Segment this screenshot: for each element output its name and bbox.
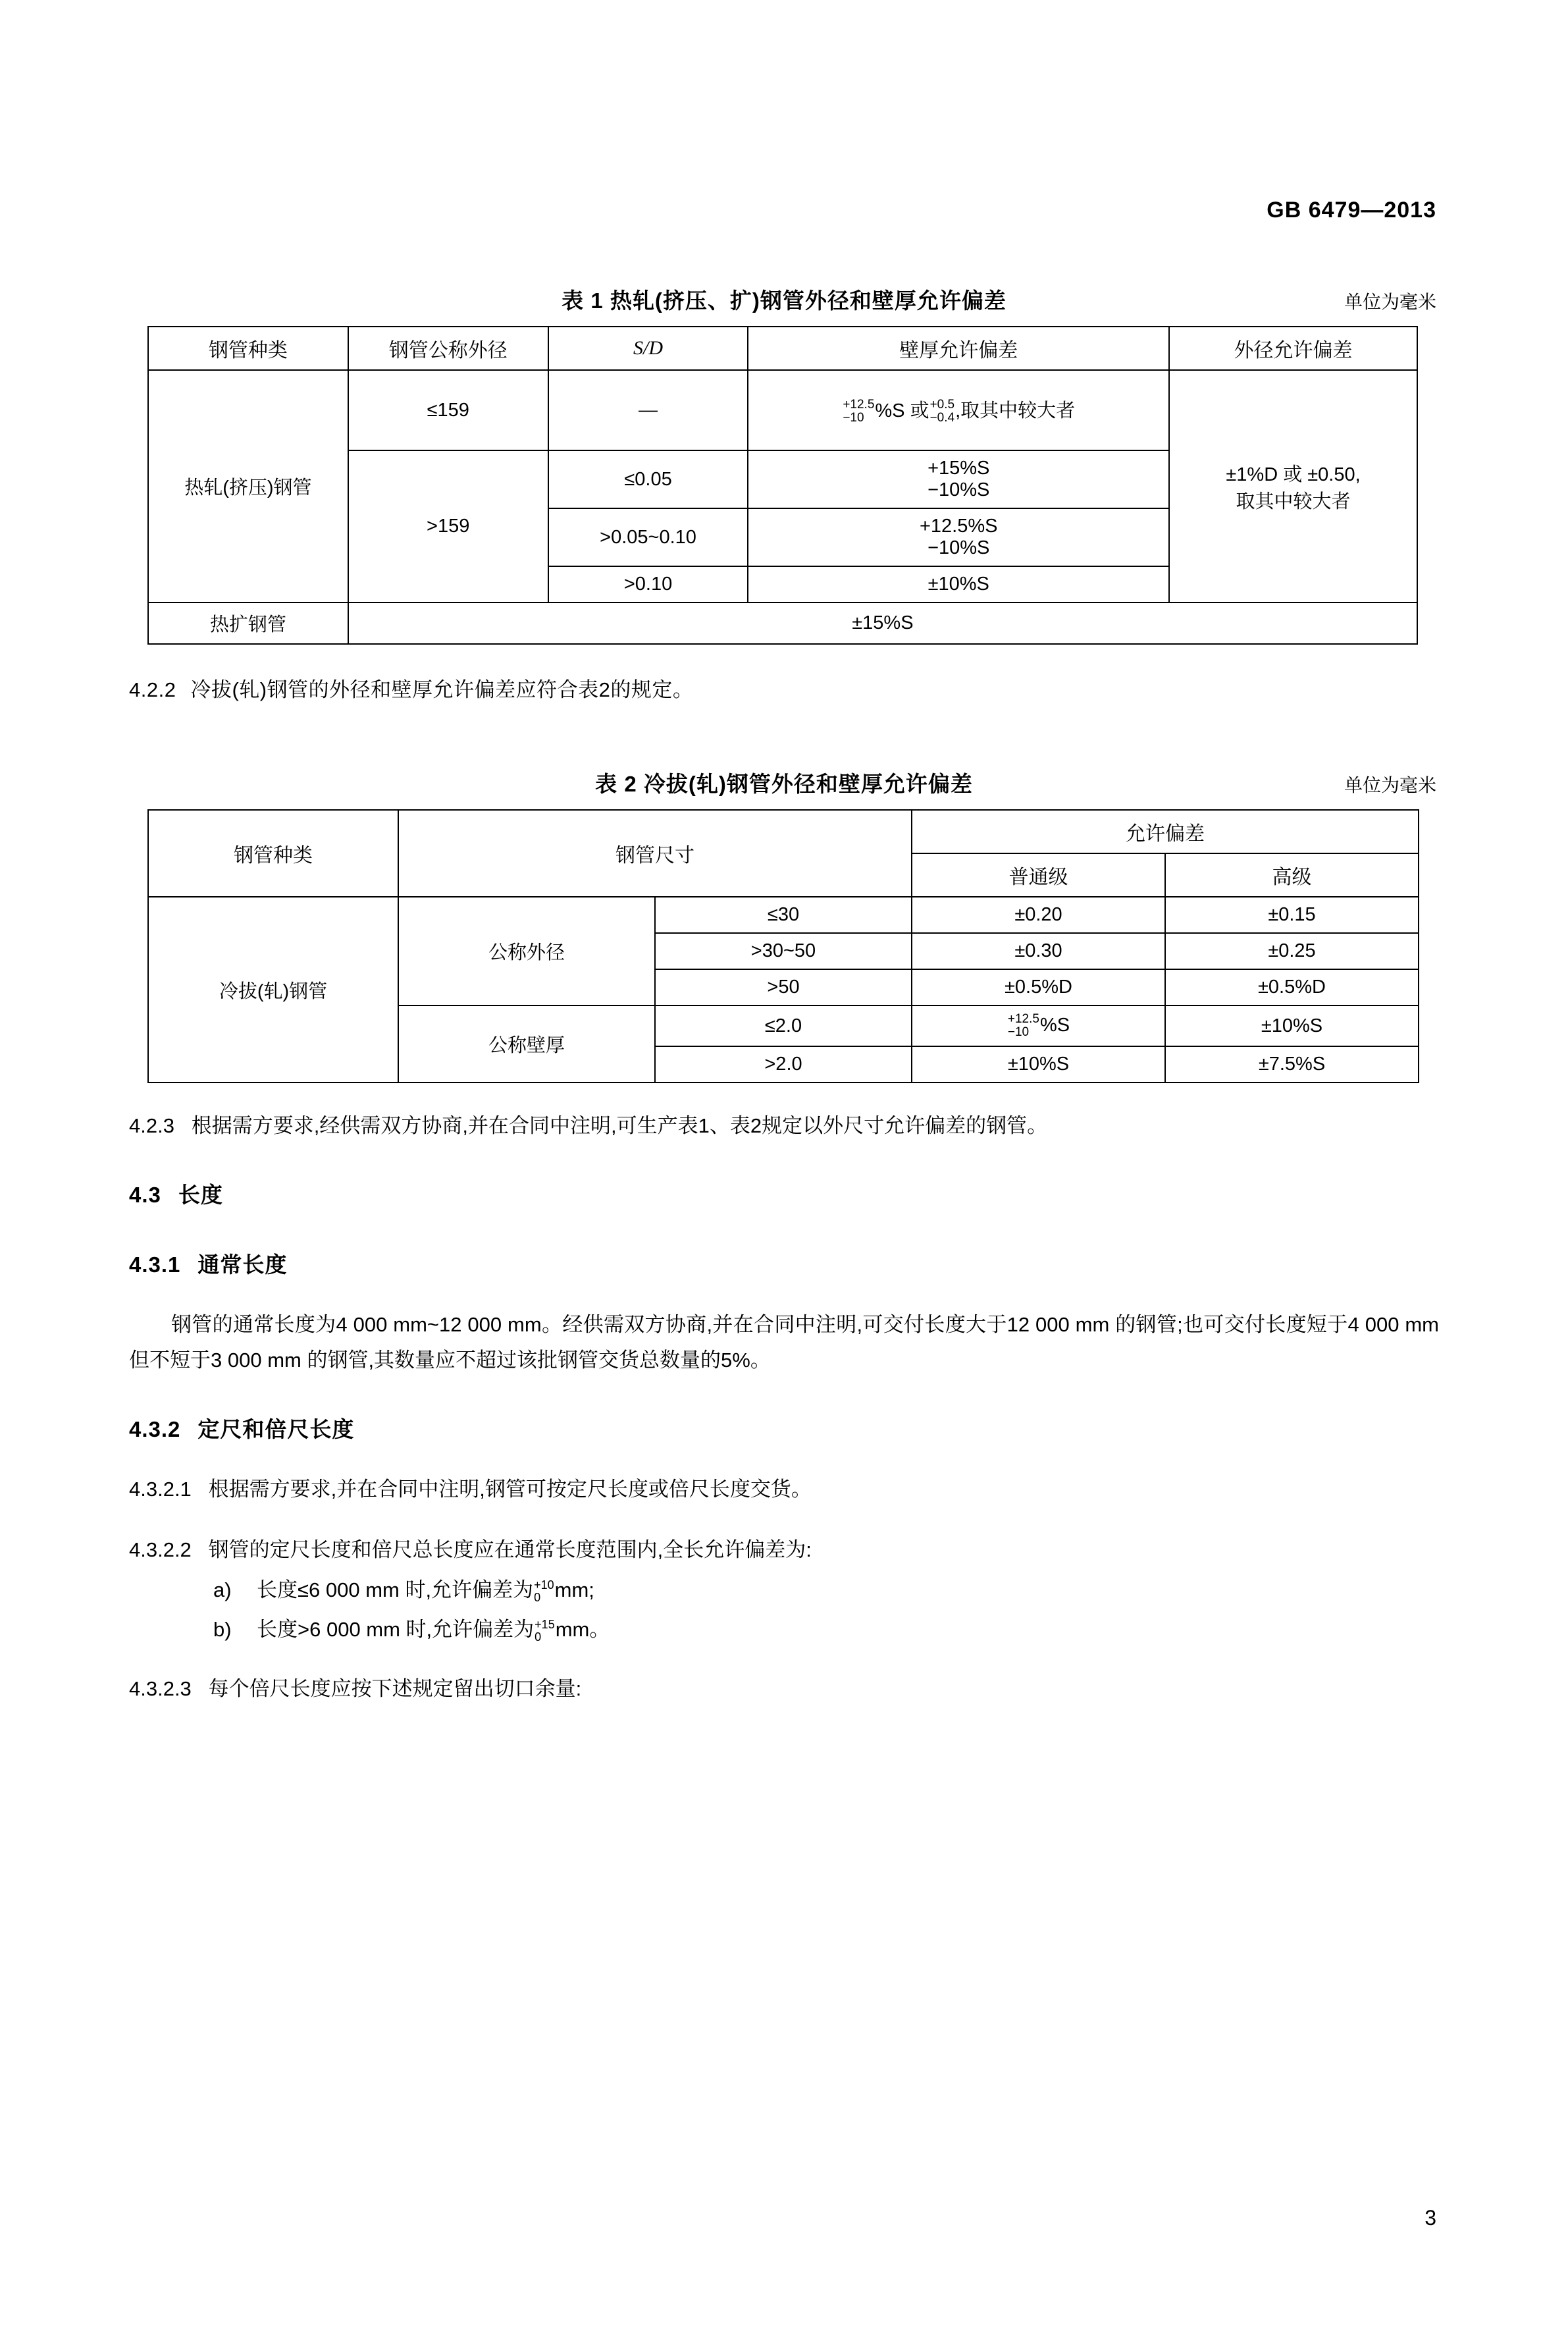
table1-cell-d-le159: ≤159	[348, 370, 548, 450]
page-number: 3	[1424, 2206, 1436, 2230]
section-4-3-2-number: 4.3.2	[129, 1416, 181, 1441]
clause-4-2-3-text: 根据需方要求,经供需双方协商,并在合同中注明,可生产表1、表2规定以外尺寸允许偏差的钢管。	[191, 1114, 1048, 1138]
wall-tol-2-upper: +15%S	[928, 458, 990, 479]
table1-cell-hot-expanded-tol: ±15%S	[348, 602, 1417, 644]
table1-header-od-tol: 外径允许偏差	[1169, 327, 1417, 370]
table2-cell-normal-r5: ±10%S	[912, 1046, 1165, 1083]
table2-cell-size-r5: >2.0	[655, 1046, 912, 1083]
wall-tol-post: ,取其中较大者	[955, 400, 1076, 421]
wall-tol-2-lower: −10%S	[928, 479, 990, 500]
table2-header-size: 钢管尺寸	[398, 810, 912, 897]
clause-4-3-2-3-text: 每个倍尺长度应按下述规定留出切口余量:	[208, 1677, 582, 1701]
clause-4-3-2-2	[129, 1532, 1439, 1567]
section-4-3-number: 4.3	[129, 1183, 161, 1208]
standard-number-header: GB 6479—2013	[1267, 198, 1436, 223]
table1-cell-sd-gt010: >0.10	[548, 566, 748, 602]
table2-cell-high-r2: ±0.25	[1165, 933, 1419, 969]
list-item-b-marker: b)	[213, 1618, 232, 1642]
list-item-a-text: 长度≤6 000 mm 时,允许偏差为	[257, 1578, 534, 1602]
table2-cell-high-r3: ±0.5%D	[1165, 969, 1419, 1005]
table2-cell-normal-r1: ±0.20	[912, 897, 1165, 933]
table1-cell-type-hot-rolled: 热轧(挤压)钢管	[148, 370, 348, 602]
table2-cell-high-r4: ±10%S	[1165, 1005, 1419, 1046]
od-tol-line1: ±1%D 或 ±0.50,	[1226, 464, 1361, 485]
table2-cell-group-wall: 公称壁厚	[398, 1005, 655, 1083]
section-4-3-1-number: 4.3.1	[129, 1252, 181, 1277]
table1-cell-sd-dash: —	[548, 370, 748, 450]
clause-4-2-2	[129, 674, 1439, 707]
sd-symbol: S/D	[633, 337, 664, 359]
table-row	[148, 370, 1417, 450]
table2-caption-row	[129, 767, 1439, 797]
list-item-a-marker: a)	[213, 1578, 232, 1602]
table-row	[148, 810, 1419, 853]
section-4-3-2-heading	[129, 1412, 1439, 1447]
clause-4-3-2-3-number: 4.3.2.3	[129, 1677, 192, 1701]
table2-cell-normal-r4	[912, 1005, 1165, 1046]
table1-caption-row	[129, 284, 1439, 314]
clause-4-3-2-1-number: 4.3.2.1	[129, 1478, 192, 1501]
list-item-b-suffix: mm。	[555, 1618, 610, 1642]
table2-cell-high-r1: ±0.15	[1165, 897, 1419, 933]
fraction-plus-minus-2: +0.5 −0.4	[929, 398, 955, 425]
od-tol-line2: 取其中较大者	[1236, 491, 1351, 512]
section-4-3-1-heading	[129, 1247, 1439, 1282]
table1-cell-wall-tol-1	[748, 370, 1169, 450]
table-row	[148, 602, 1417, 644]
table1-cell-wall-tol-3	[748, 508, 1169, 566]
wall-tol-3-upper: +12.5%S	[919, 516, 998, 537]
clause-4-2-3	[129, 1108, 1439, 1143]
table1-cell-wall-tol-2	[748, 450, 1169, 508]
table-row	[148, 897, 1419, 933]
table2	[147, 809, 1419, 1083]
fraction-plus-minus-1: +12.5 −10	[843, 398, 875, 425]
table2-title: 表 2 冷拔(轧)钢管外径和壁厚允许偏差	[595, 772, 973, 797]
table-row	[148, 327, 1417, 370]
clause-4-2-2-number: 4.2.2	[129, 678, 176, 701]
clause-4-2-2-text: 冷拔(轧)钢管的外径和壁厚允许偏差应符合表2的规定。	[190, 678, 694, 701]
section-4-3-1-paragraph: 钢管的通常长度为4 000 mm~12 000 mm。经供需双方协商,并在合同中注明,可交付长度大于12 000 mm 的钢管;也可交付长度短于4 000 mm 但不短于3 000 mm 的钢管,其数量应不超过该批钢管交货总数量的5%。	[129, 1313, 1439, 1372]
table1-cell-sd-005-010: >0.05~0.10	[548, 508, 748, 566]
table2-cell-normal-r2: ±0.30	[912, 933, 1165, 969]
table2-header-normal-grade: 普通级	[912, 853, 1165, 897]
table1-unit: 单位为毫米	[1344, 292, 1436, 312]
section-4-3-2-title: 定尺和倍尺长度	[197, 1416, 355, 1441]
list-item-b-text: 长度>6 000 mm 时,允许偏差为	[257, 1618, 535, 1642]
tolerance-sup-sub-a: +10 0	[534, 1578, 554, 1604]
table2-unit: 单位为毫米	[1344, 775, 1436, 796]
clause-4-3-2-3	[129, 1671, 1439, 1706]
tolerance-sup-sub-b: +15 0	[535, 1618, 555, 1644]
clause-4-3-2-1	[129, 1472, 1439, 1507]
r4-normal-suffix: %S	[1039, 1014, 1070, 1036]
table2-cell-group-od: 公称外径	[398, 897, 655, 1005]
table1-cell-d-gt159: >159	[348, 450, 548, 602]
clause-4-3-2-2-number: 4.3.2.2	[129, 1538, 192, 1561]
table2-header-tolerance: 允许偏差	[912, 810, 1419, 853]
list-item-a-suffix: mm;	[554, 1578, 594, 1602]
section-4-3-1-title: 通常长度	[197, 1252, 288, 1277]
table1-header-sd	[548, 327, 748, 370]
section-4-3-title: 长度	[178, 1183, 223, 1208]
table2-cell-type-cold-drawn: 冷拔(轧)钢管	[148, 897, 398, 1083]
table1-title: 表 1 热轧(挤压、扩)钢管外径和壁厚允许偏差	[562, 288, 1006, 313]
table1-cell-od-tol	[1169, 370, 1417, 602]
clause-4-2-3-number: 4.2.3	[129, 1114, 174, 1138]
table2-cell-size-r4: ≤2.0	[655, 1005, 912, 1046]
table2-cell-high-r5: ±7.5%S	[1165, 1046, 1419, 1083]
table2-header-high-grade: 高级	[1165, 853, 1419, 897]
table1-cell-type-hot-expanded: 热扩钢管	[148, 602, 348, 644]
clause-4-3-2-2-text: 钢管的定尺长度和倍尺总长度应在通常长度范围内,全长允许偏差为:	[208, 1538, 812, 1561]
clause-4-3-2-1-text: 根据需方要求,并在合同中注明,钢管可按定尺长度或倍尺长度交货。	[208, 1478, 812, 1501]
list-item	[129, 1613, 1439, 1646]
table2-cell-normal-r3: ±0.5%D	[912, 969, 1165, 1005]
table2-cell-size-r3: >50	[655, 969, 912, 1005]
section-4-3-heading	[129, 1177, 1439, 1212]
table1-header-type: 钢管种类	[148, 327, 348, 370]
table1-header-wall-tol: 壁厚允许偏差	[748, 327, 1169, 370]
table2-cell-size-r2: >30~50	[655, 933, 912, 969]
table2-header-type: 钢管种类	[148, 810, 398, 897]
wall-tol-mid: %S 或	[875, 400, 929, 421]
table2-cell-size-r1: ≤30	[655, 897, 912, 933]
table1-cell-wall-tol-4: ±10%S	[748, 566, 1169, 602]
fraction-plus-minus-3: +12.5 −10	[1007, 1012, 1039, 1040]
wall-tol-3-lower: −10%S	[928, 537, 990, 558]
table1-header-diameter: 钢管公称外径	[348, 327, 548, 370]
table1-cell-sd-le005: ≤0.05	[548, 450, 748, 508]
table1	[147, 326, 1418, 645]
page-content	[129, 0, 1439, 1707]
list-item	[129, 1574, 1439, 1607]
